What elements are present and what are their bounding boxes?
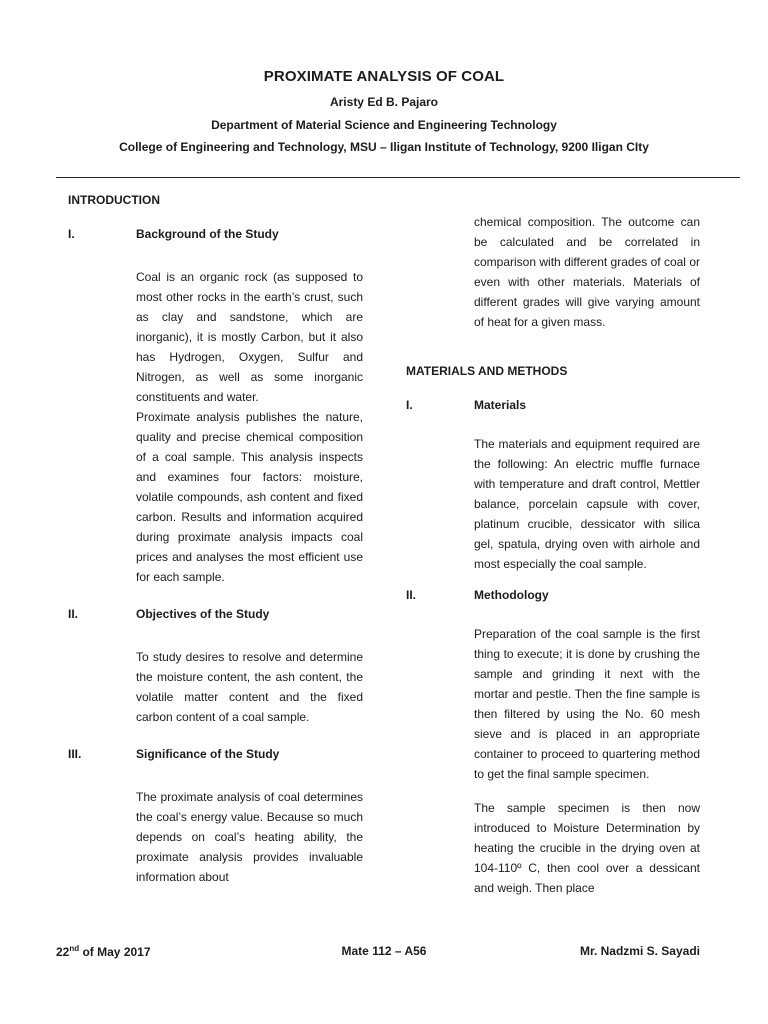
objectives-heading <box>68 607 363 621</box>
college-line: College of Engineering and Technology, MSU – Iligan Institute of Technology, 9200 Iligan CIty <box>119 140 649 154</box>
left-column <box>68 193 363 887</box>
materials-paragraph: The materials and equipment required are the following: An electric muffle furnace with temperature and draft control, Mettler balance, porcelain capsule with cover, platinum crucible, dessicator with silica gel, spatula, drying oven with airhole and most especially the coal sample. <box>474 437 700 571</box>
methodology-number: II. <box>406 588 417 602</box>
significance-number: III. <box>68 747 82 761</box>
continued-paragraph: chemical composition. The outcome can be calculated and be correlated in comparison with different grades of coal or even with other materials. Materials of different grades will give varying amount of heat for a given mass. <box>474 215 700 329</box>
footer-date-day: 22 <box>56 945 70 959</box>
background-number: I. <box>68 227 75 241</box>
footer-instructor: Mr. Nadzmi S. Sayadi <box>579 944 700 958</box>
author-name: Aristy Ed B. Pajaro <box>329 95 439 109</box>
right-column <box>406 212 700 898</box>
paper-title: PROXIMATE ANALYSIS OF COAL <box>263 68 505 85</box>
footer-course: Mate 112 – A56 <box>341 944 427 958</box>
header-divider <box>56 177 740 178</box>
materials-number: I. <box>406 398 413 412</box>
background-paragraph-2: Proximate analysis publishes the nature, quality and precise chemical composition of a coal sample. This analysis inspects and examines four factors: moisture, volatile compounds, ash content and fixed carbon. Results and information acquired during proximate analysis impacts coal prices and analyses the most efficient use for each sample. <box>136 410 363 584</box>
methodology-paragraph-2: The sample specimen is then now introduced to Moisture Determination by heating the crucible in the drying oven at 104-110º C, then cool over a dessicant and weigh. Then place <box>474 801 700 895</box>
materials-methods-heading: MATERIALS AND METHODS <box>406 364 568 378</box>
significance-heading <box>68 747 363 761</box>
significance-paragraph: The proximate analysis of coal determines the coal’s energy value. Because so much depends on coal’s heating ability, the proximate analysis provides invaluable information about <box>136 790 363 884</box>
footer-date-rest: of May 2017 <box>79 945 151 959</box>
background-title: Background of the Study <box>136 227 279 241</box>
objectives-title: Objectives of the Study <box>136 607 270 621</box>
department-line: Department of Material Science and Engineering Technology <box>211 118 557 132</box>
methodology-heading <box>406 588 700 602</box>
footer-date-suffix: nd <box>69 944 80 953</box>
methodology-title: Methodology <box>474 588 549 602</box>
methodology-paragraph-1: Preparation of the coal sample is the first thing to execute; it is done by crushing the sample and grinding it next with the mortar and pestle. Then the fine sample is then filtered by using the No. 60 mesh sieve and is placed in an appropriate container to proceed to quartering method to get the final sample specimen. <box>474 627 700 781</box>
significance-title: Significance of the Study <box>136 747 280 761</box>
objectives-number: II. <box>68 607 79 621</box>
background-paragraph-1: Coal is an organic rock (as supposed to most other rocks in the earth’s crust, such as clay and sandstone, which are inorganic), it is mostly Carbon, but it also has Hydrogen, Oxygen, Sulfur and Nitrogen, as well as some inorganic constituents and water. <box>136 270 363 404</box>
objectives-paragraph: To study desires to resolve and determine the moisture content, the ash content, the volatile matter content and the fixed carbon content of a coal sample. <box>136 650 363 724</box>
materials-title: Materials <box>474 398 527 412</box>
background-heading <box>68 227 363 241</box>
introduction-heading: INTRODUCTION <box>68 193 160 207</box>
materials-heading <box>406 398 700 412</box>
